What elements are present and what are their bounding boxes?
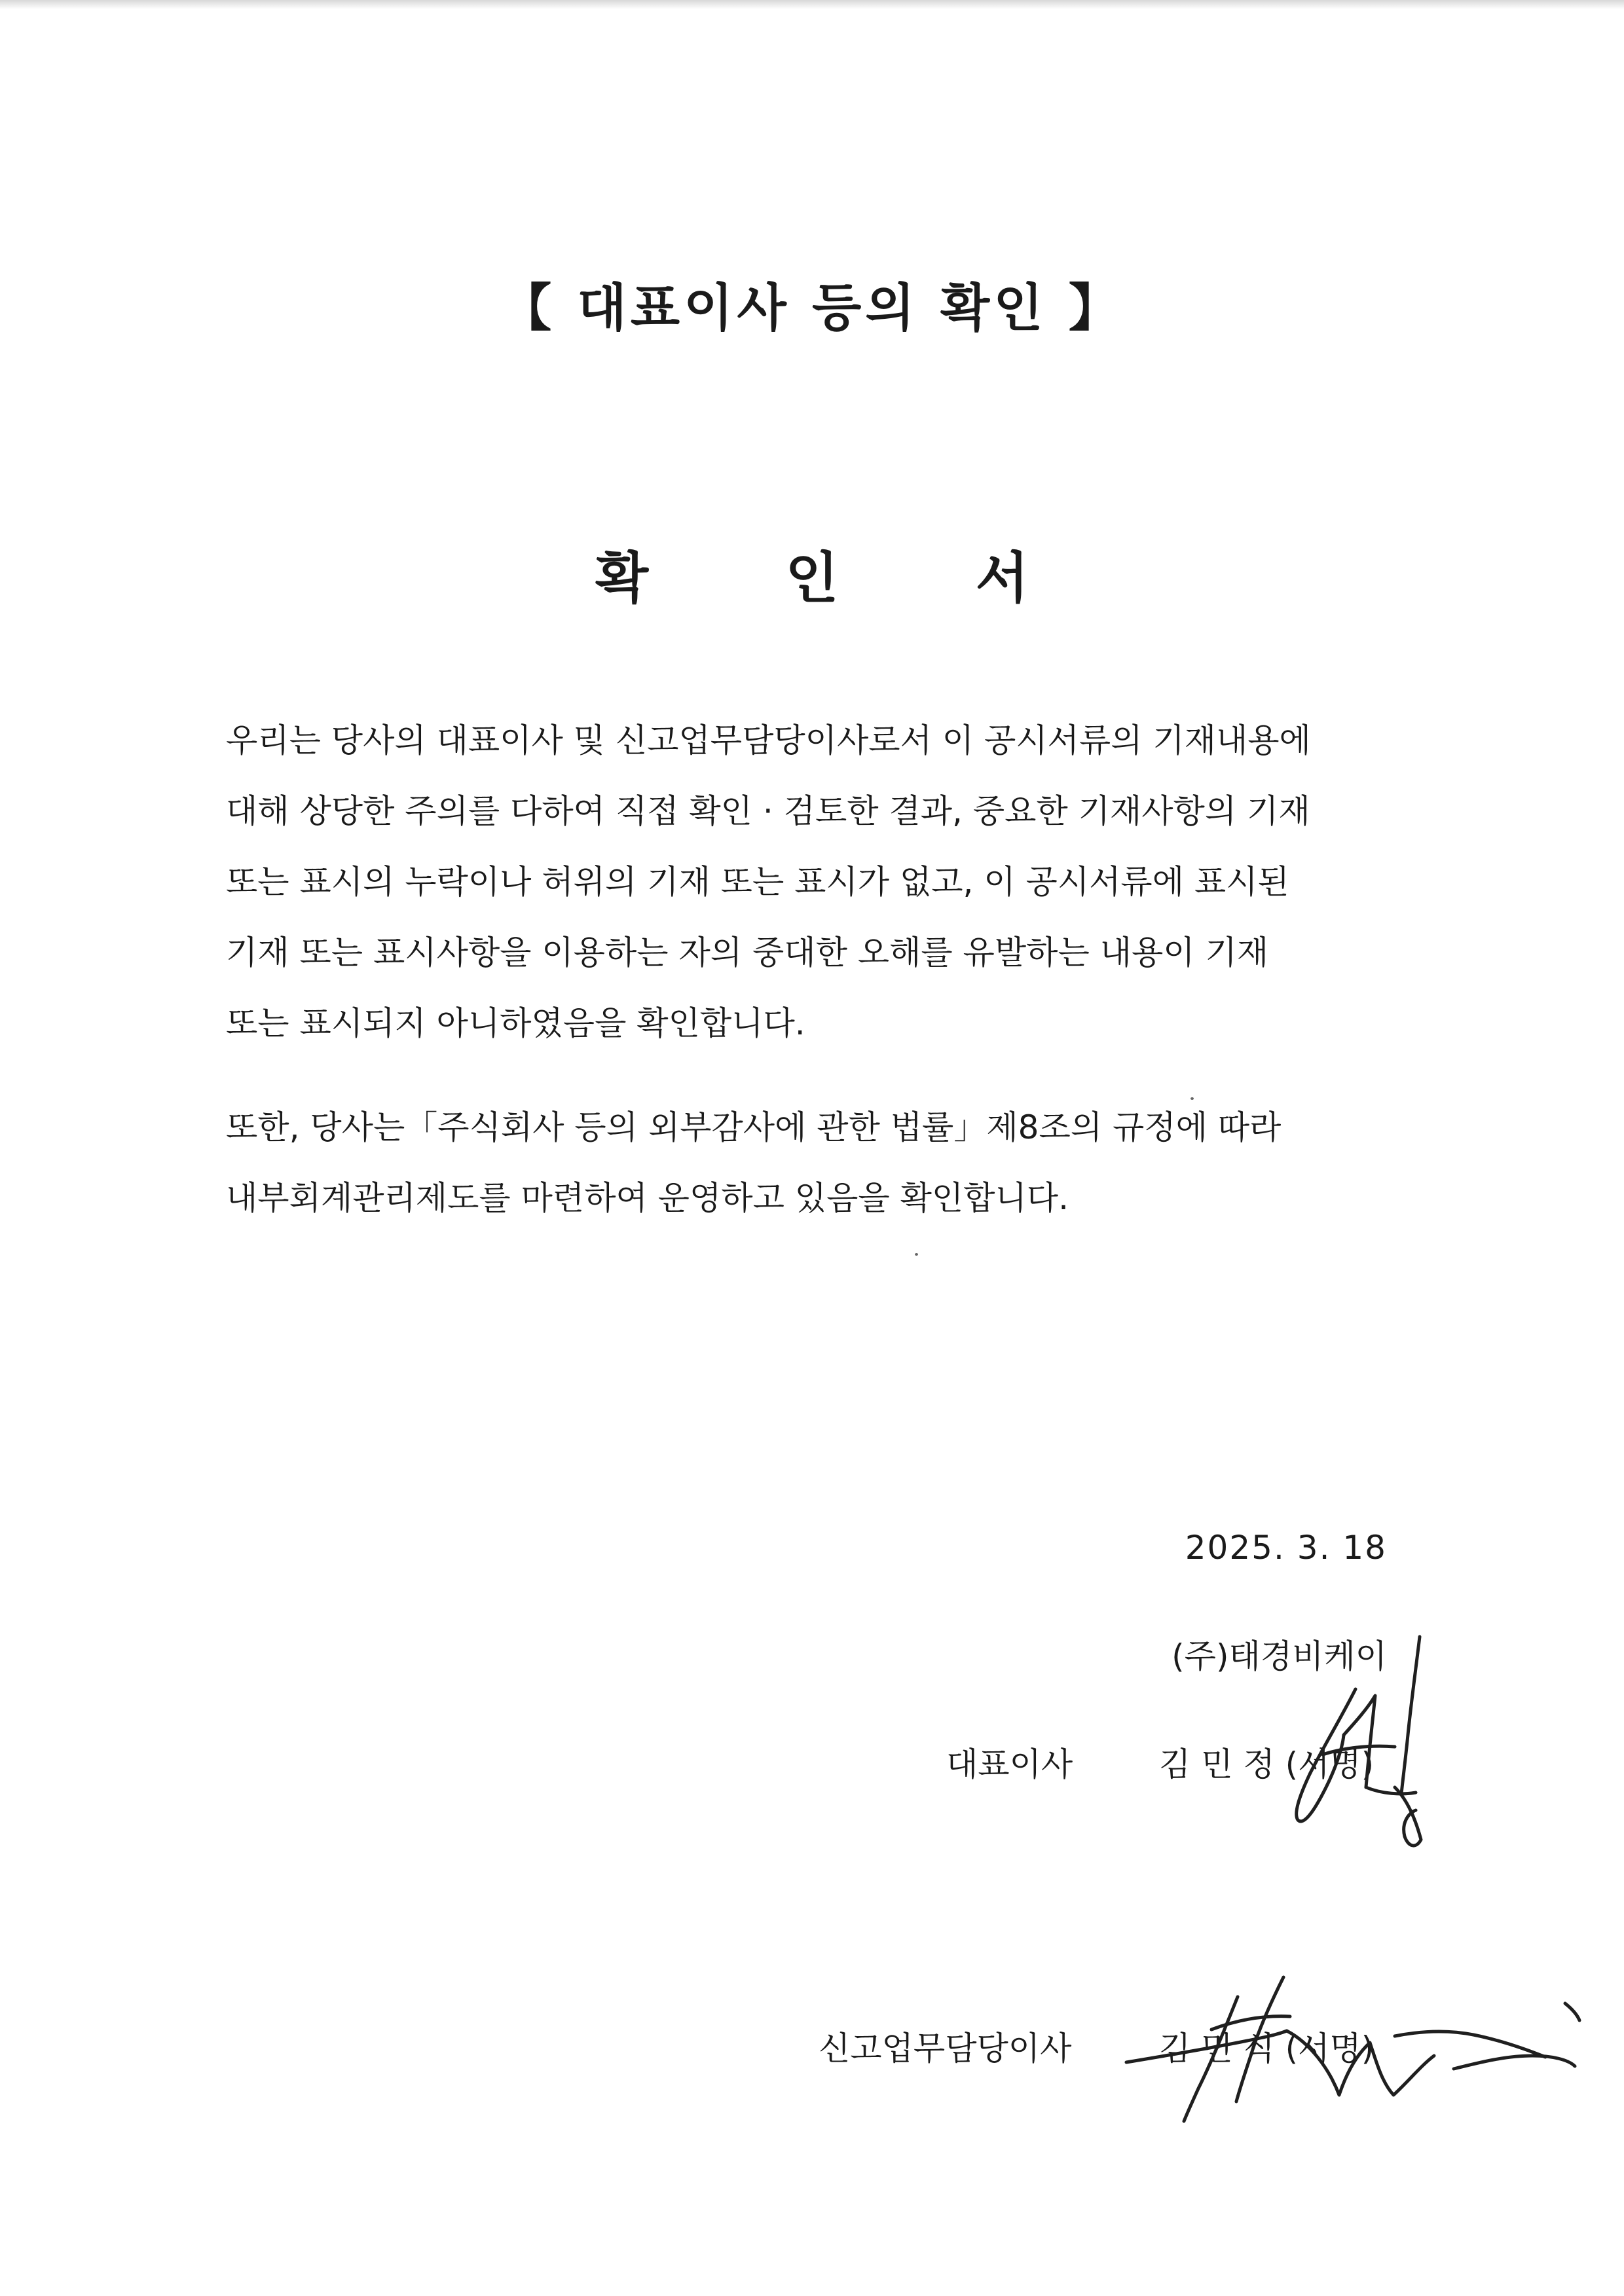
confirmation-paragraph: 우리는 당사의 대표이사 및 신고업무담당이사로서 이 공시서류의 기재내용에 대해 상당한 주의를 다하여 직접 확인 · 검토한 결과, 중요한 기재사항의 기재 또는 표시의 누락이나 허위의 기재 또는 표시가 없고, 이 공시서류에 표시된 기재 또는 표시사항을 이용하는 자의 중대한 오해를 유발하는 내용이 기재 또는 표시되지 아니하였음을 확인합니다. (226, 721, 1311, 1042)
signer-name-ceo: 김 민 정 (서명) (1159, 1745, 1375, 1783)
scan-speck (1190, 1097, 1194, 1100)
role-label-ceo: 대표이사 (946, 1745, 1073, 1783)
scan-speck (915, 1253, 918, 1256)
internal-control-paragraph: 또한, 당사는「주식회사 등의 외부감사에 관한 법률」제8조의 규정에 따라 내부회계관리제도를 마련하여 운영하고 있음을 확인합니다. (226, 1108, 1282, 1217)
signature-row-ceo (0, 1738, 1624, 1791)
signature-row-disclosure-director (0, 2022, 1624, 2075)
scan-edge (0, 0, 1624, 9)
signer-name-disclosure-director: 김 민 식 (서명) (1159, 2030, 1375, 2068)
company-name: (주)태경비케이 (1172, 1637, 1387, 1675)
document-date: 2025. 3. 18 (1185, 1529, 1387, 1567)
role-label-disclosure-director: 신고업무담당이사 (819, 2030, 1072, 2068)
document-title: 확 인 서 (595, 546, 1088, 610)
page-heading: 【 대표이사 등의 확인 】 (500, 279, 1124, 338)
